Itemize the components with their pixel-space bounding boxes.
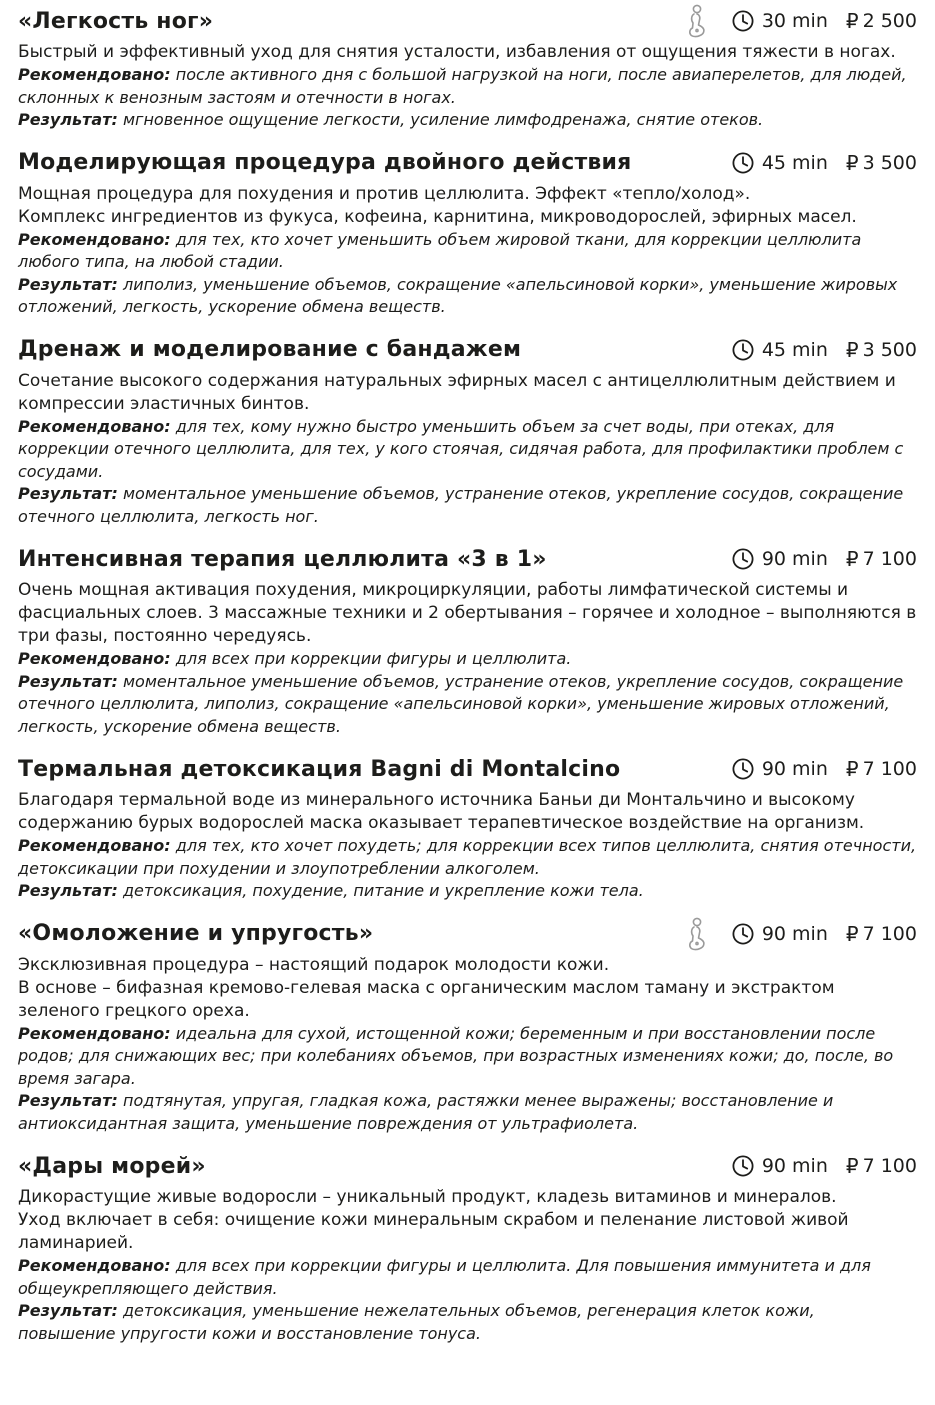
recommended-line — [18, 229, 917, 274]
procedure-item — [18, 542, 917, 738]
procedure-description — [18, 579, 917, 738]
clock-icon — [732, 923, 754, 945]
procedure-title: Интенсивная терапия целлюлита «3 в 1» — [18, 546, 547, 572]
procedure-item — [18, 4, 917, 132]
description-lines — [18, 183, 917, 229]
recommended-label: Рекомендовано: — [18, 65, 171, 84]
description-line: Сочетание высокого содержания натуральных эфирных масел с антицеллюлитным действием и компрессии эластичных бинтов. — [18, 370, 896, 414]
clock-icon — [732, 339, 754, 361]
description-line: Эксклюзивная процедура – настоящий подарок молодости кожи. — [18, 954, 610, 975]
procedure-meta — [684, 333, 917, 367]
procedure-price: 7 100 — [862, 758, 917, 780]
recommended-line — [18, 1255, 917, 1300]
description-line: Уход включает в себя: очищение кожи минеральным скрабом и пеленание листовой живой ламинарией. — [18, 1210, 849, 1253]
result-text: мгновенное ощущение легкости, усиление лимфодренажа, снятие отеков. — [122, 110, 764, 129]
procedure-header — [18, 146, 917, 180]
result-line — [18, 671, 917, 739]
result-label: Результат: — [18, 110, 118, 129]
procedure-description — [18, 1186, 917, 1345]
description-lines — [18, 579, 917, 648]
recommended-line — [18, 416, 917, 484]
procedure-meta — [684, 146, 917, 180]
procedure-duration: 30 min — [761, 10, 828, 32]
recommended-line — [18, 1023, 917, 1091]
procedure-price: 7 100 — [862, 922, 917, 945]
clock-icon — [732, 10, 754, 32]
procedure-description — [18, 370, 917, 529]
recommended-text: для тех, кто хочет похудеть; для коррекции всех типов целлюлита, снятия отечности, детоксикации при похудении и злоупотреблении алкоголем. — [18, 836, 917, 878]
procedure-duration: 90 min — [761, 548, 828, 570]
clock-icon — [732, 1155, 754, 1177]
procedure-meta — [684, 542, 917, 576]
result-text: детоксикация, похудение, питание и укрепление кожи тела. — [122, 881, 644, 900]
recommended-text: для всех при коррекции фигуры и целлюлита. — [175, 649, 572, 668]
description-lines — [18, 954, 917, 1023]
result-line — [18, 109, 917, 132]
result-label: Результат: — [18, 274, 118, 294]
procedure-meta — [684, 4, 917, 38]
ruble-sign: ₽ — [845, 9, 859, 33]
procedure-header — [18, 333, 917, 367]
procedure-price: 3 500 — [862, 338, 917, 361]
clock-icon — [732, 152, 754, 174]
procedure-meta — [684, 1149, 917, 1183]
recommended-label: Рекомендовано: — [18, 1256, 171, 1275]
procedure-meta — [684, 917, 917, 951]
procedure-title: «Дары морей» — [18, 1153, 206, 1179]
procedure-item — [18, 752, 917, 903]
result-text: моментальное уменьшение объемов, устранение отеков, укрепление сосудов, сокращение отечного целлюлита, липолиз, сокращение «апельсиновой корки», уменьшение жировых отложений, легкость, ускорение обмена веществ. — [18, 671, 904, 736]
procedure-meta — [684, 752, 917, 786]
recommended-text: идеальна для сухой, истощенной кожи; беременным и при восстановлении после родов; для снижающих вес; при колебаниях объемов, при возрастных изменениях кожи; до, после, во время загара. — [18, 1023, 894, 1088]
description-line: В основе – бифазная кремово-гелевая маска с органическим маслом таману и экстрактом зеленого грецкого ореха. — [18, 977, 835, 1021]
result-label: Результат: — [18, 671, 118, 691]
recommended-label: Рекомендовано: — [18, 836, 171, 855]
procedure-price: 7 100 — [862, 1155, 917, 1177]
ruble-sign: ₽ — [845, 1154, 859, 1178]
pregnancy-icon — [684, 917, 710, 951]
procedure-price: 7 100 — [862, 548, 917, 570]
description-lines — [18, 41, 917, 64]
procedure-duration: 90 min — [761, 922, 828, 945]
result-label: Результат: — [18, 881, 118, 900]
result-line — [18, 274, 917, 319]
procedure-duration: 45 min — [761, 151, 828, 174]
ruble-sign: ₽ — [845, 337, 859, 362]
procedure-duration: 90 min — [761, 758, 828, 780]
procedure-header — [18, 917, 917, 951]
result-text: подтянутая, упругая, гладкая кожа, растяжки менее выражены; восстановление и антиоксидантная защита, уменьшение повреждения от ультрафиолета. — [18, 1091, 834, 1133]
result-text: детоксикация, уменьшение нежелательных объемов, регенерация клеток кожи, повышение упругости кожи и восстановление тонуса. — [18, 1301, 815, 1343]
description-line: Комплекс ингредиентов из фукуса, кофеина, карнитина, микроводорослей, эфирных масел. — [18, 206, 857, 227]
clock-icon — [732, 758, 754, 780]
result-line — [18, 1300, 917, 1345]
description-lines — [18, 789, 917, 835]
procedure-header — [18, 4, 917, 38]
recommended-text: для тех, кому нужно быстро уменьшить объем за счет воды, при отеках, для коррекции отечного целлюлита, для тех, у кого стоячая, сидячая работа, для профилактики проблем с сосудами. — [18, 416, 904, 481]
procedure-header — [18, 752, 917, 786]
procedure-title: Термальная детоксикация Bagni di Montalcino — [18, 756, 621, 782]
result-text: моментальное уменьшение объемов, устранение отеков, укрепление сосудов, сокращение отечного целлюлита, легкость ног. — [18, 484, 904, 526]
description-line: Очень мощная активация похудения, микроциркуляции, работы лимфатической системы и фасциальных слоев. 3 массажные техники и 2 обертывания – горячее и холодное – выполняются в три фазы, постоянно чередуясь. — [18, 580, 917, 646]
procedure-title: «Легкость ног» — [18, 8, 214, 34]
ruble-sign: ₽ — [845, 757, 859, 781]
recommended-line — [18, 835, 917, 880]
ruble-sign: ₽ — [845, 547, 859, 571]
procedure-duration: 45 min — [761, 338, 828, 361]
description-line: Дикорастущие живые водоросли – уникальный продукт, кладезь витаминов и минералов. — [18, 1187, 837, 1207]
procedure-description — [18, 183, 917, 319]
procedure-item — [18, 146, 917, 319]
result-text: липолиз, уменьшение объемов, сокращение «апельсиновой корки», уменьшение жировых отложений, легкость, ускорение обмена веществ. — [18, 274, 898, 316]
result-line — [18, 483, 917, 528]
result-line — [18, 880, 917, 903]
procedure-price: 3 500 — [862, 151, 917, 174]
procedure-item — [18, 917, 917, 1136]
procedure-price: 2 500 — [862, 10, 917, 32]
procedure-duration: 90 min — [761, 1155, 828, 1177]
procedure-description — [18, 789, 917, 903]
description-lines — [18, 1186, 917, 1255]
recommended-label: Рекомендовано: — [18, 229, 171, 249]
pregnancy-icon — [684, 4, 710, 38]
result-label: Результат: — [18, 484, 118, 503]
ruble-sign: ₽ — [845, 921, 859, 946]
result-label: Результат: — [18, 1301, 118, 1320]
clock-icon — [732, 548, 754, 570]
description-line: Быстрый и эффективный уход для снятия усталости, избавления от ощущения тяжести в ногах. — [18, 42, 896, 62]
result-line — [18, 1090, 917, 1135]
recommended-label: Рекомендовано: — [18, 649, 171, 668]
procedure-header — [18, 1149, 917, 1183]
procedure-title: Дренаж и моделирование с бандажем — [18, 337, 522, 362]
recommended-label: Рекомендовано: — [18, 416, 171, 436]
recommended-label: Рекомендовано: — [18, 1023, 171, 1043]
procedure-title: Моделирующая процедура двойного действия — [18, 150, 632, 175]
recommended-line — [18, 64, 917, 109]
recommended-text: для тех, кто хочет уменьшить объем жировой ткани, для коррекции целлюлита любого типа, на любой стадии. — [18, 229, 862, 271]
recommended-text: после активного дня с большой нагрузкой на ноги, после авиаперелетов, для людей, склонных к венозным застоям и отечности в ногах. — [18, 65, 907, 107]
description-line: Мощная процедура для похудения и против целлюлита. Эффект «тепло/холод». — [18, 183, 751, 204]
procedure-header — [18, 542, 917, 576]
procedure-item — [18, 1149, 917, 1345]
recommended-text: для всех при коррекции фигуры и целлюлита. Для повышения иммунитета и для общеукрепляющего действия. — [18, 1256, 871, 1298]
result-label: Результат: — [18, 1091, 118, 1110]
procedure-description — [18, 41, 917, 132]
description-line: Благодаря термальной воде из минерального источника Баньи ди Монтальчино и высокому содержанию бурых водорослей маска оказывает терапевтическое воздействие на организм. — [18, 790, 865, 833]
recommended-line — [18, 648, 917, 671]
procedure-description — [18, 954, 917, 1136]
ruble-sign: ₽ — [845, 150, 859, 175]
procedure-item — [18, 333, 917, 529]
procedure-title: «Омоложение и упругость» — [18, 921, 374, 946]
description-lines — [18, 370, 917, 416]
